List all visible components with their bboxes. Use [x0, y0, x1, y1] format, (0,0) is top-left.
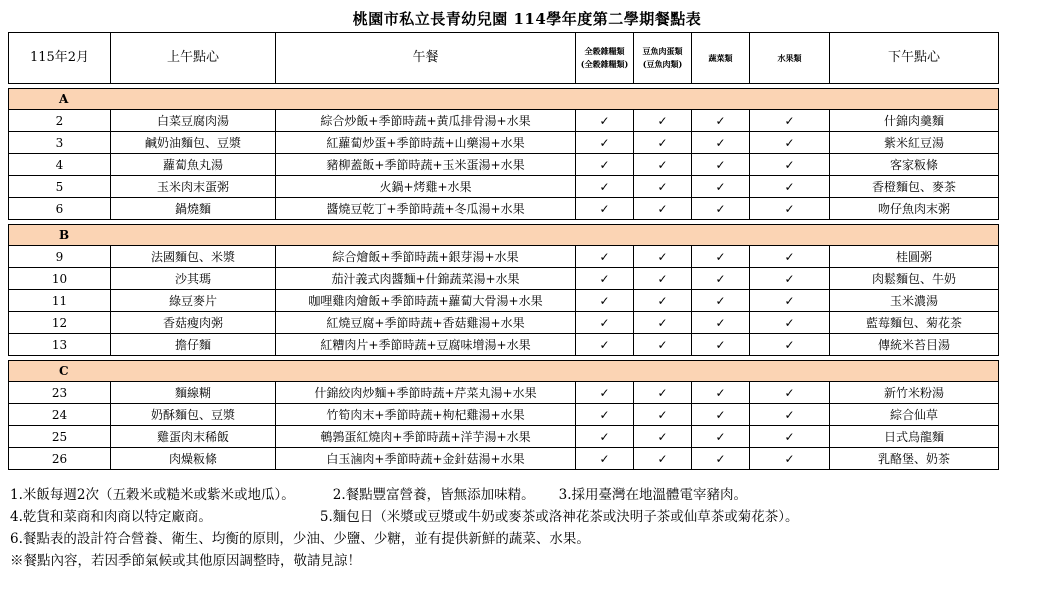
lunch-cell: 紅蘿蔔炒蛋+季節時蔬+山藥湯+水果	[276, 132, 576, 154]
check-protein-icon: ✓	[634, 246, 692, 268]
table-row	[9, 154, 999, 176]
check-protein-icon: ✓	[634, 448, 692, 470]
day-cell: 3	[9, 132, 111, 154]
check-grains-icon: ✓	[576, 132, 634, 154]
header-fruit: 水果類	[750, 33, 830, 84]
check-veg-icon: ✓	[692, 404, 750, 426]
check-veg-icon: ✓	[692, 312, 750, 334]
lunch-cell: 竹筍肉末+季節時蔬+枸杞雞湯+水果	[276, 404, 576, 426]
lunch-cell: 紅糟肉片+季節時蔬+豆腐味增湯+水果	[276, 334, 576, 356]
check-grains-icon: ✓	[576, 198, 634, 220]
afternoon-snack-cell: 肉鬆麵包、牛奶	[830, 268, 999, 290]
afternoon-snack-cell: 傳統米苔目湯	[830, 334, 999, 356]
table-row	[9, 290, 999, 312]
morning-snack-cell: 麵線糊	[111, 382, 276, 404]
note-5: 5.麵包日（米漿或豆漿或牛奶或麥茶或洛神花茶或決明子茶或仙草茶或菊花茶）。	[319, 509, 799, 525]
morning-snack-cell: 沙其瑪	[111, 268, 276, 290]
check-grains-icon: ✓	[576, 110, 634, 132]
afternoon-snack-cell: 香橙麵包、麥茶	[830, 176, 999, 198]
lunch-cell: 豬柳蓋飯+季節時蔬+玉米蛋湯+水果	[276, 154, 576, 176]
check-veg-icon: ✓	[692, 448, 750, 470]
check-protein-icon: ✓	[634, 176, 692, 198]
afternoon-snack-cell: 紫米紅豆湯	[830, 132, 999, 154]
check-veg-icon: ✓	[692, 290, 750, 312]
page-title: 桃園市私立長青幼兒園 114學年度第二學期餐點表	[352, 10, 702, 28]
day-cell: 12	[9, 312, 111, 334]
note-4: 4.乾貨和菜商和肉商以特定廠商。	[10, 509, 212, 525]
check-protein-icon: ✓	[634, 404, 692, 426]
check-fruit-icon: ✓	[750, 154, 830, 176]
check-protein-icon: ✓	[634, 198, 692, 220]
group-row	[9, 361, 999, 382]
group-label: C	[9, 361, 999, 382]
check-fruit-icon: ✓	[750, 132, 830, 154]
day-cell: 6	[9, 198, 111, 220]
header-grains	[576, 33, 634, 84]
morning-snack-cell: 法國麵包、米漿	[111, 246, 276, 268]
check-protein-icon: ✓	[634, 290, 692, 312]
table-row	[9, 268, 999, 290]
check-grains-icon: ✓	[576, 404, 634, 426]
check-fruit-icon: ✓	[750, 312, 830, 334]
group-row	[9, 225, 999, 246]
check-grains-icon: ✓	[576, 382, 634, 404]
header-afternoon-snack: 下午點心	[830, 33, 999, 84]
morning-snack-cell: 鹹奶油麵包、豆漿	[111, 132, 276, 154]
morning-snack-cell: 蘿蔔魚丸湯	[111, 154, 276, 176]
table-row	[9, 132, 999, 154]
lunch-cell: 什錦絞肉炒麵+季節時蔬+芹菜丸湯+水果	[276, 382, 576, 404]
morning-snack-cell: 鍋燒麵	[111, 198, 276, 220]
group-row	[9, 89, 999, 110]
day-cell: 5	[9, 176, 111, 198]
table-row	[9, 334, 999, 356]
lunch-cell: 咖哩雞肉燴飯+季節時蔬+蘿蔔大骨湯+水果	[276, 290, 576, 312]
header-month: 115年2月	[9, 33, 111, 84]
check-grains-icon: ✓	[576, 246, 634, 268]
check-protein-icon: ✓	[634, 382, 692, 404]
note-1: 1.米飯每週2次（五穀米或糙米或紫米或地瓜）。	[10, 487, 295, 503]
afternoon-snack-cell: 藍莓麵包、菊花茶	[830, 312, 999, 334]
lunch-cell: 綜合炒飯+季節時蔬+黃瓜排骨湯+水果	[276, 110, 576, 132]
table-row	[9, 198, 999, 220]
check-grains-icon: ✓	[576, 312, 634, 334]
check-veg-icon: ✓	[692, 382, 750, 404]
header-lunch: 午餐	[276, 33, 576, 84]
morning-snack-cell: 肉燥粄條	[111, 448, 276, 470]
check-protein-icon: ✓	[634, 268, 692, 290]
check-grains-icon: ✓	[576, 154, 634, 176]
check-grains-icon: ✓	[576, 426, 634, 448]
header-grains-title: 全穀雜糧類	[584, 46, 625, 56]
lunch-cell: 紅燒豆腐+季節時蔬+香菇雞湯+水果	[276, 312, 576, 334]
check-protein-icon: ✓	[634, 132, 692, 154]
day-cell: 9	[9, 246, 111, 268]
morning-snack-cell: 玉米肉末蛋粥	[111, 176, 276, 198]
check-protein-icon: ✓	[634, 426, 692, 448]
table-row	[9, 246, 999, 268]
afternoon-snack-cell: 綜合仙草	[830, 404, 999, 426]
morning-snack-cell: 奶酥麵包、豆漿	[111, 404, 276, 426]
meal-table	[8, 32, 999, 470]
table-row	[9, 110, 999, 132]
check-fruit-icon: ✓	[750, 404, 830, 426]
day-cell: 26	[9, 448, 111, 470]
check-grains-icon: ✓	[576, 334, 634, 356]
table-row	[9, 404, 999, 426]
notes-line-2	[10, 506, 1050, 528]
check-veg-icon: ✓	[692, 334, 750, 356]
check-fruit-icon: ✓	[750, 268, 830, 290]
table-row	[9, 426, 999, 448]
afternoon-snack-cell: 新竹米粉湯	[830, 382, 999, 404]
check-veg-icon: ✓	[692, 246, 750, 268]
check-veg-icon: ✓	[692, 198, 750, 220]
note-3: 3.採用臺灣在地溫體電宰豬肉。	[558, 487, 748, 503]
afternoon-snack-cell: 吻仔魚肉末粥	[830, 198, 999, 220]
group-label: A	[9, 89, 999, 110]
note-7: ※餐點內容，若因季節氣候或其他原因調整時，敬請見諒！	[10, 553, 361, 569]
header-protein-sub: (豆魚肉類)	[642, 59, 683, 69]
lunch-cell: 鵪鶉蛋紅燒肉+季節時蔬+洋芋湯+水果	[276, 426, 576, 448]
check-veg-icon: ✓	[692, 132, 750, 154]
check-fruit-icon: ✓	[750, 382, 830, 404]
header-morning-snack: 上午點心	[111, 33, 276, 84]
morning-snack-cell: 白菜豆腐肉湯	[111, 110, 276, 132]
check-veg-icon: ✓	[692, 110, 750, 132]
day-cell: 4	[9, 154, 111, 176]
check-protein-icon: ✓	[634, 312, 692, 334]
check-grains-icon: ✓	[576, 268, 634, 290]
day-cell: 11	[9, 290, 111, 312]
morning-snack-cell: 雞蛋肉末稀飯	[111, 426, 276, 448]
check-veg-icon: ✓	[692, 176, 750, 198]
group-label: B	[9, 225, 999, 246]
afternoon-snack-cell: 桂圓粥	[830, 246, 999, 268]
check-veg-icon: ✓	[692, 426, 750, 448]
table-row	[9, 382, 999, 404]
header-protein-title: 豆魚肉蛋類	[642, 46, 683, 56]
check-fruit-icon: ✓	[750, 246, 830, 268]
afternoon-snack-cell: 客家粄條	[830, 154, 999, 176]
afternoon-snack-cell: 日式烏龍麵	[830, 426, 999, 448]
header-protein	[634, 33, 692, 84]
table-row	[9, 176, 999, 198]
check-veg-icon: ✓	[692, 268, 750, 290]
check-protein-icon: ✓	[634, 110, 692, 132]
day-cell: 25	[9, 426, 111, 448]
check-fruit-icon: ✓	[750, 334, 830, 356]
afternoon-snack-cell: 乳酪堡、奶茶	[830, 448, 999, 470]
table-row	[9, 312, 999, 334]
notes-line-1	[10, 484, 1050, 506]
day-cell: 10	[9, 268, 111, 290]
meal-table-body	[9, 84, 999, 470]
header-row	[9, 33, 999, 84]
note-2: 2.餐點豐富營養，皆無添加味精。	[332, 487, 535, 503]
check-veg-icon: ✓	[692, 154, 750, 176]
day-cell: 13	[9, 334, 111, 356]
check-fruit-icon: ✓	[750, 198, 830, 220]
note-6: 6.餐點表的設計符合營養、衛生、均衡的原則，少油、少鹽、少糖，並有提供新鮮的蔬菜、水果。	[10, 531, 590, 547]
check-protein-icon: ✓	[634, 154, 692, 176]
lunch-cell: 茄汁義式肉醬麵+什錦蔬菜湯+水果	[276, 268, 576, 290]
header-grains-sub: (全穀雜糧類)	[580, 59, 629, 69]
afternoon-snack-cell: 什錦肉羹麵	[830, 110, 999, 132]
morning-snack-cell: 綠豆麥片	[111, 290, 276, 312]
day-cell: 24	[9, 404, 111, 426]
afternoon-snack-cell: 玉米濃湯	[830, 290, 999, 312]
notes-section	[10, 484, 1050, 572]
lunch-cell: 醬燒豆乾丁+季節時蔬+冬瓜湯+水果	[276, 198, 576, 220]
header-vegetables: 蔬菜類	[692, 33, 750, 84]
check-grains-icon: ✓	[576, 448, 634, 470]
check-fruit-icon: ✓	[750, 426, 830, 448]
check-fruit-icon: ✓	[750, 448, 830, 470]
check-fruit-icon: ✓	[750, 176, 830, 198]
check-grains-icon: ✓	[576, 290, 634, 312]
lunch-cell: 火鍋+烤雞+水果	[276, 176, 576, 198]
morning-snack-cell: 擔仔麵	[111, 334, 276, 356]
lunch-cell: 綜合燴飯+季節時蔬+銀芽湯+水果	[276, 246, 576, 268]
morning-snack-cell: 香菇瘦肉粥	[111, 312, 276, 334]
check-fruit-icon: ✓	[750, 110, 830, 132]
day-cell: 23	[9, 382, 111, 404]
table-row	[9, 448, 999, 470]
day-cell: 2	[9, 110, 111, 132]
lunch-cell: 白玉滷肉+季節時蔬+金針菇湯+水果	[276, 448, 576, 470]
check-fruit-icon: ✓	[750, 290, 830, 312]
check-protein-icon: ✓	[634, 334, 692, 356]
check-grains-icon: ✓	[576, 176, 634, 198]
